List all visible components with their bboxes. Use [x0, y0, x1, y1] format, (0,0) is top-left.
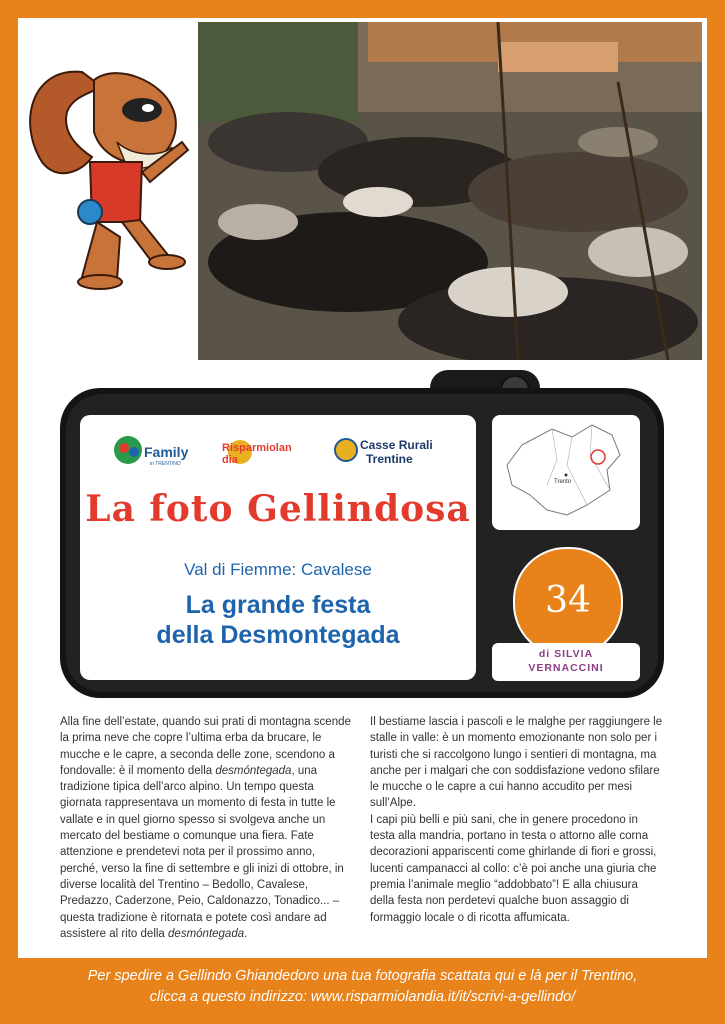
family-logo-text: Family	[144, 444, 189, 460]
casse-rurali-logo-line2: Trentine	[366, 452, 413, 466]
casse-rurali-logo-line1: Casse Rurali	[360, 438, 433, 452]
author-last-name: VERNACCINI	[528, 662, 604, 674]
map-city-label: Trento	[554, 479, 572, 485]
article-column-left	[60, 714, 354, 942]
article-emphasis: desmóntegada	[215, 764, 292, 777]
article-text: .	[244, 927, 248, 940]
article-paragraph	[60, 714, 354, 942]
squirrel-mascot-illustration	[22, 62, 198, 298]
article-emphasis: desmóntegada	[168, 927, 245, 940]
footer-note	[0, 966, 725, 1008]
article-column-right	[370, 714, 664, 926]
author-credit	[492, 643, 640, 681]
article-text: , una tradizione tipica dell’arco alpino. Un tempo questa giornata rappresentava un momento di festa in tutte le vallate e in quel giorno spesso si svolgeva anche un mercato del bestiame o comunque una fiera. Fate attenzione e prendetevi nota per il prossimo anno, perché, verso la fine di settembre e gli inizi di ottobre, in diverse località del Trentino – Bedollo, Cavalese, Predazzo, Caderzone, Peio, Caldonazzo, Tonadico... – questa tradizione è ritornata e potete così andare ad assistere al rito della	[60, 764, 344, 940]
footer-link[interactable]: clicca a questo indirizzo: www.risparmiolandia.it/it/scrivi-a-gellindo/	[149, 989, 576, 1005]
family-logo-subtext: in TRENTINO	[150, 461, 181, 467]
location-subtitle: Val di Fiemme: Cavalese	[184, 560, 372, 579]
page-title: La foto Gellindosa	[85, 488, 471, 530]
article-text: Alla fine dell’estate, quando sui prati di montagna scende la prima neve che copre l’ultima erba da brucare, le mucche e le capre, a seconda delle zone, scendono a fondovalle: è il momento della	[60, 716, 351, 777]
trentino-map	[492, 415, 640, 530]
issue-number: 34	[545, 580, 591, 621]
headline-line-2: della Desmontegada	[156, 621, 400, 649]
article-headline	[82, 590, 474, 650]
goat-herd-photo	[198, 22, 702, 360]
article-paragraph: Il bestiame lascia i pascoli e le malghe per raggiungere le stalle in valle: è un momento emozionante non solo per i turisti che si raccolgono lungo i sentieri di montagna, ma anche per i malgari che con soddisfazione vedono sfilare le mucche o le capre a cui hanno accudito per mesi sull’Alpe.	[370, 716, 663, 810]
risparmiolandia-logo-text: Risparmiolandia	[222, 442, 292, 466]
footer-line-1: Per spedire a Gellindo Ghiandedoro una tua fotografia scattata qui e là per il Trentino,	[87, 968, 638, 984]
author-prefix: di	[538, 648, 551, 660]
headline-line-1: La grande festa	[185, 591, 371, 619]
article-paragraph: I capi più belli e più sani, che in genere procedono in testa alla mandria, portano in testa o attorno alle corna decorazioni appariscenti come ghirlande di fiori e grossi, lucenti campanacci al collo: c’è poi anche una giuria che premia l’animale meglio “addobbato”! E alla chiusura della festa non perdetevi qualche buon assaggio di formaggio locale o di ricotta affumicata.	[370, 813, 657, 924]
sponsor-logos	[110, 428, 450, 478]
author-first-name: SILVIA	[554, 648, 594, 660]
